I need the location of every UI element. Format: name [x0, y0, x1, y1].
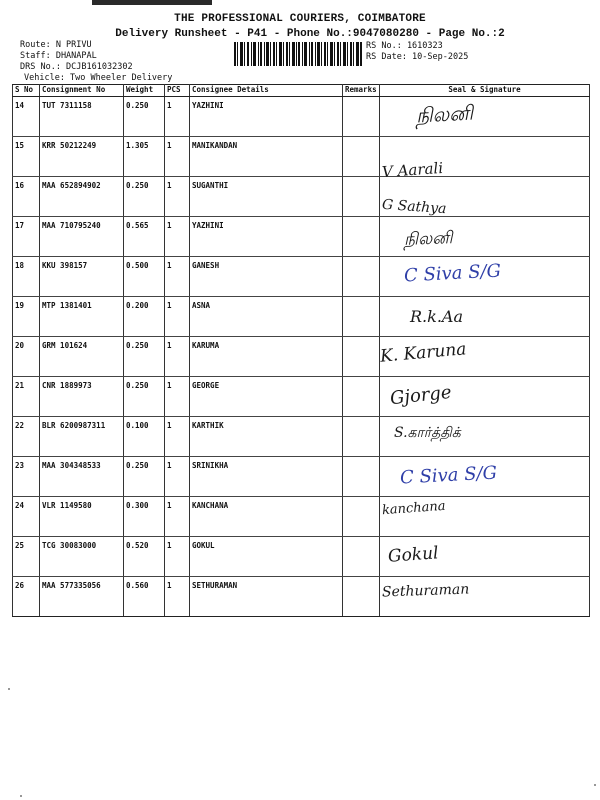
top-print-mark [92, 0, 212, 5]
runsheet-subtitle: Delivery Runsheet - P41 - Phone No.:9047080280 - Page No.:2 [115, 28, 505, 40]
cell-remarks [343, 537, 380, 577]
rs-number: RS No.: 1610323 [366, 41, 443, 51]
cell-signature [380, 257, 590, 297]
cell-signature [380, 177, 590, 217]
company-title: THE PROFESSIONAL COURIERS, COIMBATORE [174, 13, 426, 25]
cell-consignment: CNR 1889973 [40, 377, 124, 417]
cell-pcs: 1 [165, 137, 190, 177]
cell-weight: 0.250 [124, 457, 165, 497]
signature: C Siva S/G [399, 462, 498, 489]
cell-consignment: GRM 101624 [40, 337, 124, 377]
cell-signature [380, 137, 590, 182]
cell-pcs: 1 [165, 497, 190, 537]
cell-sno: 21 [13, 377, 40, 417]
cell-consignment: MAA 710795240 [40, 217, 124, 257]
col-header-pcs: PCS [165, 85, 190, 97]
table-row [13, 497, 590, 537]
cell-signature [380, 457, 590, 497]
cell-consignee: KANCHANA [190, 497, 343, 537]
table-row [13, 417, 590, 457]
cell-consignee: SRINIKHA [190, 457, 343, 497]
col-header-sno: S No [13, 85, 40, 97]
cell-weight: 1.305 [124, 137, 165, 177]
cell-pcs: 1 [165, 177, 190, 217]
cell-sno: 16 [13, 177, 40, 217]
cell-consignment: KRR 50212249 [40, 137, 124, 177]
scan-speck [8, 688, 10, 690]
table-header-row [13, 85, 590, 97]
table-row [13, 217, 590, 257]
cell-remarks [343, 177, 380, 217]
vehicle-label: Vehicle: Two Wheeler Delivery [24, 73, 173, 83]
col-header-remarks: Remarks [343, 85, 380, 97]
cell-consignment: MAA 304348533 [40, 457, 124, 497]
cell-pcs: 1 [165, 297, 190, 337]
cell-consignee: YAZHINI [190, 97, 343, 137]
cell-consignment: MAA 577335056 [40, 577, 124, 617]
signature: C Siva S/G [403, 260, 502, 287]
cell-consignment: TCG 30083000 [40, 537, 124, 577]
cell-remarks [343, 377, 380, 417]
table-row [13, 257, 590, 297]
cell-weight: 0.250 [124, 97, 165, 137]
table-row [13, 457, 590, 497]
cell-consignee: KARTHIK [190, 417, 343, 457]
cell-pcs: 1 [165, 537, 190, 577]
scan-speck [20, 795, 22, 797]
rs-date: RS Date: 10-Sep-2025 [366, 52, 469, 62]
col-header-weight: Weight [124, 85, 165, 97]
barcode [234, 42, 362, 66]
signature: kanchana [381, 498, 446, 519]
cell-weight: 0.200 [124, 297, 165, 337]
table-row [13, 177, 590, 217]
cell-remarks [343, 217, 380, 257]
cell-sno: 15 [13, 137, 40, 177]
cell-signature [380, 97, 590, 137]
cell-remarks [343, 457, 380, 497]
cell-pcs: 1 [165, 97, 190, 137]
signature: Gokul [387, 543, 440, 567]
cell-signature [380, 497, 590, 537]
staff-label: Staff: DHANAPAL [20, 51, 97, 61]
signature: நிலனி [415, 100, 474, 128]
cell-remarks [343, 137, 380, 177]
cell-signature [380, 337, 590, 377]
cell-consignment: TUT 7311158 [40, 97, 124, 137]
cell-signature [380, 537, 590, 577]
cell-signature [380, 217, 590, 257]
cell-remarks [343, 577, 380, 617]
cell-consignee: GOKUL [190, 537, 343, 577]
table-row [13, 97, 590, 137]
cell-consignee: YAZHINI [190, 217, 343, 257]
cell-signature [380, 297, 590, 337]
drs-number: DRS No.: DCJB161032302 [20, 62, 133, 72]
table-row [13, 377, 590, 417]
signature: G Sathya [381, 196, 447, 218]
cell-sno: 26 [13, 577, 40, 617]
cell-sno: 17 [13, 217, 40, 257]
table-row [13, 297, 590, 337]
col-header-consignee: Consignee Details [190, 85, 343, 97]
signature: Sethuraman [381, 581, 470, 601]
cell-weight: 0.565 [124, 217, 165, 257]
cell-signature [380, 377, 590, 417]
signature: R.k.Aa [410, 307, 464, 326]
cell-consignment: KKU 398157 [40, 257, 124, 297]
signature: S.கார்த்திக் [394, 425, 461, 441]
sheet-meta-left [20, 40, 133, 73]
cell-weight: 0.300 [124, 497, 165, 537]
cell-signature [380, 577, 590, 617]
cell-remarks [343, 497, 380, 537]
cell-consignee: SETHURAMAN [190, 577, 343, 617]
signature: K. Karuna [379, 339, 468, 367]
cell-consignee: GANESH [190, 257, 343, 297]
table-row [13, 577, 590, 617]
route-label: Route: N PRIVU [20, 40, 92, 50]
cell-weight: 0.560 [124, 577, 165, 617]
cell-sno: 24 [13, 497, 40, 537]
scan-speck [594, 784, 596, 786]
cell-pcs: 1 [165, 377, 190, 417]
cell-weight: 0.520 [124, 537, 165, 577]
cell-sno: 20 [13, 337, 40, 377]
cell-sno: 22 [13, 417, 40, 457]
cell-consignment: MTP 1381401 [40, 297, 124, 337]
cell-consignee: GEORGE [190, 377, 343, 417]
cell-pcs: 1 [165, 457, 190, 497]
col-header-consignment: Consignment No [40, 85, 124, 97]
cell-sno: 18 [13, 257, 40, 297]
cell-weight: 0.250 [124, 337, 165, 377]
runsheet-table [12, 84, 590, 617]
cell-pcs: 1 [165, 257, 190, 297]
cell-sno: 23 [13, 457, 40, 497]
cell-consignment: MAA 652894902 [40, 177, 124, 217]
cell-sno: 19 [13, 297, 40, 337]
cell-consignee: MANIKANDAN [190, 137, 343, 177]
col-header-signature: Seal & Signature [380, 85, 590, 97]
cell-pcs: 1 [165, 577, 190, 617]
cell-sno: 14 [13, 97, 40, 137]
cell-remarks [343, 337, 380, 377]
cell-consignment: BLR 6200987311 [40, 417, 124, 457]
signature: நிலனி [403, 228, 453, 250]
cell-consignee: SUGANTHI [190, 177, 343, 217]
cell-pcs: 1 [165, 337, 190, 377]
table-row [13, 137, 590, 177]
cell-remarks [343, 97, 380, 137]
sheet-meta-right [366, 41, 468, 63]
cell-consignment: VLR 1149580 [40, 497, 124, 537]
cell-weight: 0.250 [124, 177, 165, 217]
cell-pcs: 1 [165, 417, 190, 457]
cell-remarks [343, 417, 380, 457]
cell-consignee: ASNA [190, 297, 343, 337]
cell-weight: 0.250 [124, 377, 165, 417]
signature: V Aarali [381, 158, 444, 182]
table-row [13, 537, 590, 577]
cell-consignee: KARUMA [190, 337, 343, 377]
cell-sno: 25 [13, 537, 40, 577]
cell-weight: 0.100 [124, 417, 165, 457]
signature: Gjorge [389, 381, 453, 410]
cell-remarks [343, 297, 380, 337]
cell-signature [380, 417, 590, 457]
table-row [13, 337, 590, 377]
cell-weight: 0.500 [124, 257, 165, 297]
cell-remarks [343, 257, 380, 297]
cell-pcs: 1 [165, 217, 190, 257]
